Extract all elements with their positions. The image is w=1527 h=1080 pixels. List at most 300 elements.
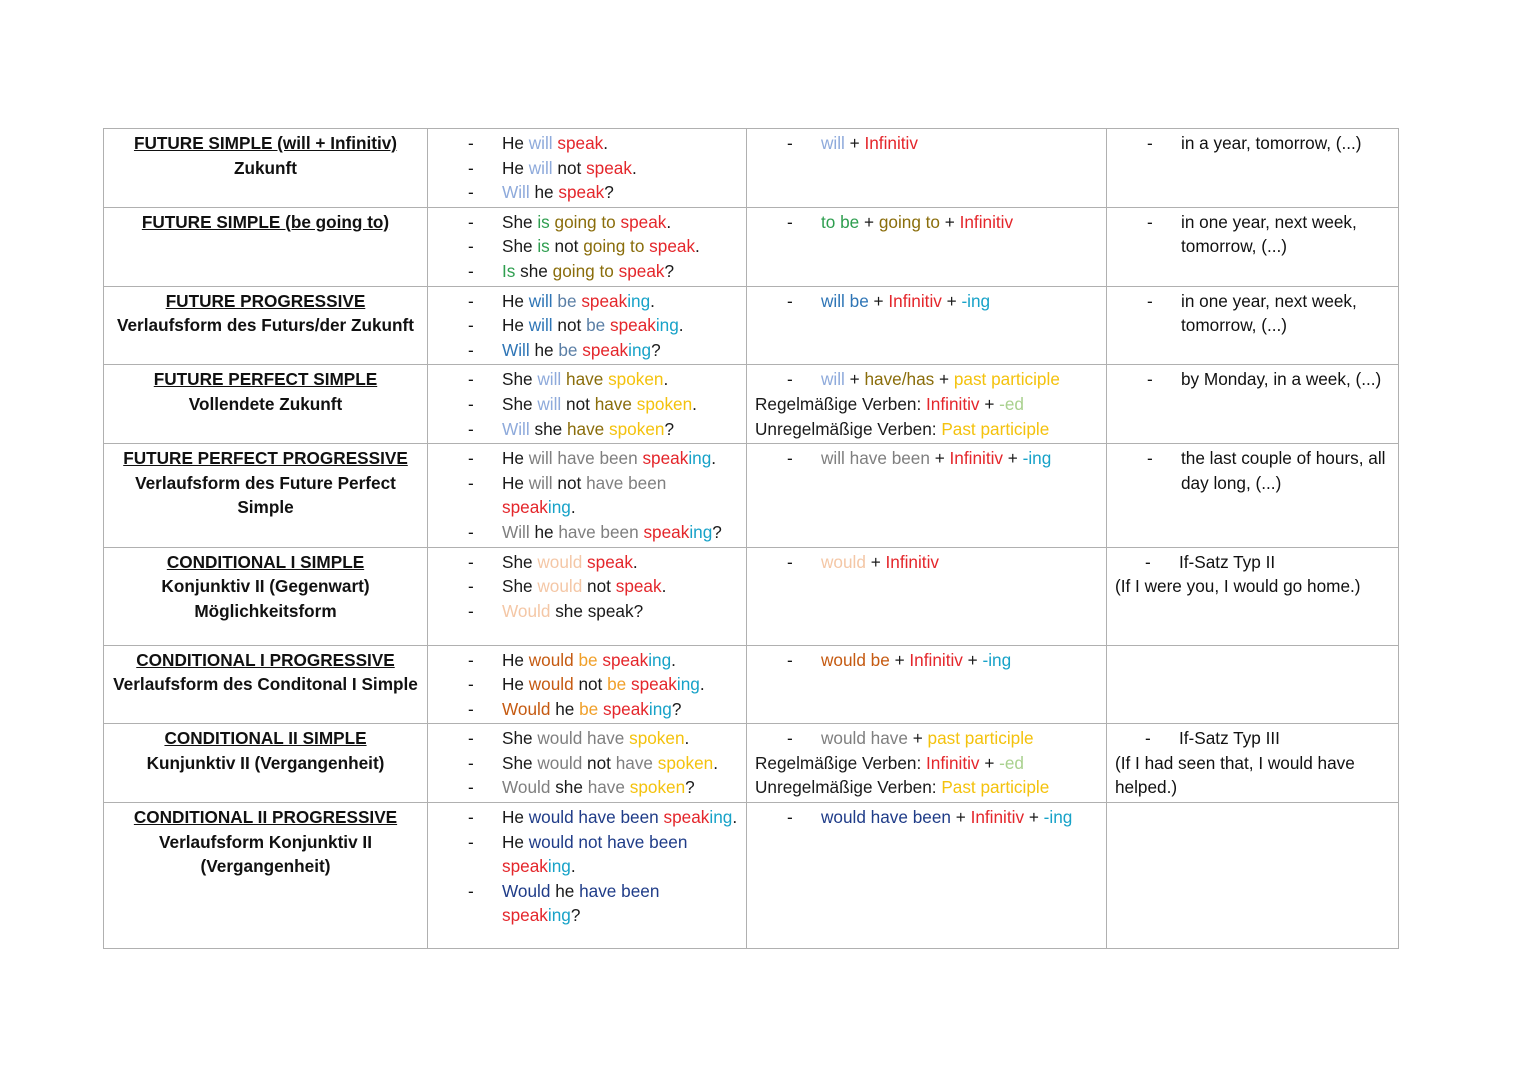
dash-bullet: - <box>787 649 793 670</box>
text-segment: He <box>502 315 529 336</box>
dash-bullet: - <box>468 448 474 469</box>
text-segment: spoken <box>609 418 665 439</box>
formation-cell <box>747 129 1107 208</box>
text-segment: + <box>967 649 983 670</box>
text-segment: be <box>579 698 603 719</box>
text-segment: ? <box>664 260 675 281</box>
tense-translation: Vollendete Zukunft <box>188 393 343 414</box>
text-segment: have/has <box>864 369 940 390</box>
formation-rule <box>755 131 1098 156</box>
text-segment: + <box>946 290 962 311</box>
text-segment: spoken <box>657 752 714 773</box>
text-segment: + <box>870 551 886 572</box>
text-segment: Past participle <box>941 777 1050 798</box>
text-segment: will <box>528 315 558 336</box>
formation-text <box>821 210 1098 235</box>
example-sentence <box>436 289 738 314</box>
formation-text <box>821 648 1098 673</box>
text-segment: + <box>873 290 889 311</box>
text-segment: going to <box>878 211 945 232</box>
example-list <box>436 367 738 441</box>
text-segment: speak <box>620 211 667 232</box>
text-segment: . <box>650 290 655 311</box>
signal-words-cell <box>1107 444 1399 547</box>
text-segment: ing <box>628 339 652 360</box>
tense-row <box>104 724 1399 803</box>
example-text <box>502 805 738 830</box>
example-sentence <box>436 574 738 599</box>
text-segment: speak <box>586 157 632 178</box>
text-segment: -ing <box>1043 807 1073 828</box>
formation-cell <box>747 724 1107 803</box>
text-segment: would <box>537 551 588 572</box>
example-sentence <box>436 520 738 545</box>
example-text <box>502 879 738 928</box>
text-segment: will <box>821 133 850 153</box>
example-list <box>436 210 738 284</box>
text-segment: ? <box>604 182 614 203</box>
text-segment: ing <box>547 905 571 926</box>
dash-bullet: - <box>468 674 474 695</box>
text-segment: Would <box>502 880 556 901</box>
text-segment: She <box>502 393 538 414</box>
if-clause-type <box>1115 550 1390 575</box>
example-sentence <box>436 672 738 697</box>
tense-row <box>104 803 1399 949</box>
text-segment: . <box>671 649 676 670</box>
dash-bullet: - <box>1147 369 1153 390</box>
text-segment: have been <box>579 880 660 901</box>
text-segment: would have been <box>821 807 956 828</box>
tense-row <box>104 365 1399 444</box>
tense-row <box>104 444 1399 547</box>
text-segment: speak <box>631 674 677 695</box>
formation-list <box>755 446 1098 471</box>
text-segment: spoken <box>608 369 664 390</box>
text-segment: would <box>821 551 871 572</box>
tense-title: FUTURE SIMPLE (will + Infinitiv) <box>133 133 398 153</box>
example-sentence <box>436 599 738 624</box>
example-text <box>502 392 738 417</box>
text-segment: speak <box>587 600 634 621</box>
text-segment: have been <box>558 521 644 542</box>
tense-translation: Verlaufsform des Conditonal I Simple <box>113 674 418 695</box>
examples-cell <box>428 365 747 444</box>
text-segment: speak <box>609 315 656 336</box>
text-segment: ing <box>648 649 672 670</box>
dash-bullet: - <box>1147 290 1153 311</box>
tense-row <box>104 645 1399 724</box>
text-segment: be <box>578 649 603 670</box>
example-text <box>502 726 738 751</box>
example-text <box>502 289 738 314</box>
text-segment: speak <box>587 551 633 572</box>
examples-cell <box>428 129 747 208</box>
text-segment: ing <box>547 856 571 877</box>
example-text <box>502 697 738 722</box>
text-segment: ? <box>651 339 661 360</box>
verb-note <box>755 751 1098 776</box>
text-segment: be <box>586 315 610 336</box>
example-sentence <box>436 830 738 879</box>
text-segment: . <box>661 576 667 597</box>
example-sentence <box>436 751 738 776</box>
tense-title: CONDITIONAL I SIMPLE <box>166 551 365 572</box>
tense-translation: Konjunktiv II (Gegenwart) <box>161 576 370 597</box>
formation-cell <box>747 444 1107 547</box>
example-sentence <box>436 697 738 722</box>
tense-row <box>104 207 1399 286</box>
example-sentence <box>436 879 738 928</box>
text-segment: will <box>537 393 567 414</box>
example-text <box>502 417 738 442</box>
text-segment: ? <box>712 521 722 542</box>
example-sentence <box>436 392 738 417</box>
example-sentence <box>436 367 738 392</box>
example-sentence <box>436 446 738 471</box>
dash-bullet: - <box>468 290 474 311</box>
text-segment: he <box>534 182 559 203</box>
text-segment: -ing <box>961 290 991 311</box>
example-text <box>502 520 738 545</box>
text-segment: speak <box>615 576 662 597</box>
text-segment: He <box>502 807 529 828</box>
tense-row <box>104 547 1399 645</box>
text-segment: + <box>984 393 1000 414</box>
text-segment: speak <box>643 521 690 542</box>
text-segment: + <box>955 807 971 828</box>
example-text <box>502 156 738 181</box>
text-segment: would <box>528 649 579 670</box>
text-segment: + <box>912 728 928 749</box>
dash-bullet: - <box>468 260 474 281</box>
text-segment: speak <box>649 236 696 257</box>
example-sentence <box>436 210 738 235</box>
example-text <box>502 338 738 363</box>
text-segment: would <box>528 674 579 695</box>
text-segment: She <box>502 211 538 232</box>
text-segment: . <box>695 236 700 257</box>
text-segment: . <box>570 497 576 518</box>
text-segment: will <box>528 133 558 153</box>
examples-cell <box>428 286 747 365</box>
signal-text: the last couple of hours, all day long, (...) <box>1181 448 1386 493</box>
text-segment: + <box>984 752 1000 773</box>
text-segment: Past participle <box>941 418 1050 439</box>
example-text <box>502 210 738 235</box>
example-text <box>502 313 738 338</box>
formation-rule <box>755 210 1098 235</box>
text-segment: will be <box>821 290 874 311</box>
example-sentence <box>436 131 738 156</box>
dash-bullet: - <box>787 807 793 828</box>
formation-text <box>821 805 1098 830</box>
tense-name-cell <box>104 724 428 803</box>
text-segment: she <box>555 600 588 621</box>
text-segment: ing <box>709 807 733 828</box>
text-segment: He <box>502 831 529 852</box>
text-segment: would be <box>821 649 895 670</box>
text-segment: not <box>557 157 587 178</box>
tense-translation: Zukunft <box>233 157 297 178</box>
example-text <box>502 367 738 392</box>
dash-bullet: - <box>468 315 474 336</box>
example-sentence <box>436 775 738 800</box>
signal-text: by Monday, in a week, (...) <box>1181 369 1382 390</box>
text-segment: will <box>821 369 850 390</box>
text-segment: Regelmäßige Verben: <box>755 752 927 773</box>
example-sentence <box>436 726 738 751</box>
text-segment: . <box>713 752 718 773</box>
example-list <box>436 648 738 722</box>
example-text <box>502 830 738 879</box>
text-segment: Unregelmäßige Verben: <box>755 777 942 798</box>
dash-bullet: - <box>468 649 474 670</box>
text-segment: speak <box>602 649 649 670</box>
formation-text <box>821 367 1098 392</box>
text-segment: ? <box>633 600 644 621</box>
example-sentence <box>436 805 738 830</box>
text-segment: -ing <box>1022 448 1052 469</box>
tense-name-cell <box>104 547 428 645</box>
text-segment: Unregelmäßige Verben: <box>755 418 942 439</box>
text-segment: speak <box>581 290 628 311</box>
dash-bullet: - <box>468 418 474 439</box>
text-segment: speak <box>642 448 689 469</box>
text-segment: Is <box>502 260 521 281</box>
text-segment: . <box>711 448 717 469</box>
text-segment: not <box>587 576 616 597</box>
tense-title: CONDITIONAL II PROGRESSIVE <box>133 807 398 828</box>
formation-rule <box>755 289 1098 314</box>
tense-name-cell <box>104 207 428 286</box>
signal-text: in one year, next week, tomorrow, (...) <box>1181 290 1357 336</box>
examples-cell <box>428 724 747 803</box>
dash-bullet: - <box>468 752 474 773</box>
example-text <box>502 259 738 284</box>
text-segment: Regelmäßige Verben: <box>755 393 927 414</box>
text-segment: . <box>684 728 690 749</box>
text-segment: speak <box>603 698 649 719</box>
example-sentence <box>436 180 738 205</box>
example-text <box>502 180 738 205</box>
text-segment: She <box>502 576 538 597</box>
text-segment: will have been <box>821 448 935 469</box>
text-segment: He <box>502 290 529 311</box>
text-segment: ? <box>671 698 682 719</box>
text-segment: going to <box>554 211 621 232</box>
text-segment: He <box>502 649 529 670</box>
tense-table <box>103 128 1399 949</box>
dash-bullet: - <box>1147 211 1153 232</box>
text-segment: He <box>502 133 529 153</box>
text-segment: have <box>566 369 609 390</box>
text-segment: be <box>607 674 632 695</box>
text-segment: speak <box>557 133 604 153</box>
text-segment: Infinitiv <box>864 133 918 153</box>
formation-list <box>755 648 1098 673</box>
formation-rule <box>755 648 1098 673</box>
formation-rule <box>755 805 1098 830</box>
signal-text: (If I were you, I would go home.) <box>1115 576 1361 597</box>
text-segment: speak <box>502 905 548 926</box>
text-segment: past participle <box>927 728 1034 749</box>
tense-translation: Möglichkeitsform <box>194 600 337 621</box>
dash-bullet: - <box>468 807 474 828</box>
dash-bullet: - <box>468 698 474 719</box>
dash-bullet: - <box>468 600 474 621</box>
tense-name-cell <box>104 286 428 365</box>
dash-bullet: - <box>1147 448 1153 469</box>
text-segment: -ed <box>999 752 1024 773</box>
text-segment: She <box>502 728 538 749</box>
formation-text <box>821 289 1098 314</box>
formation-cell <box>747 547 1107 645</box>
tense-name-cell <box>104 803 428 949</box>
text-segment: Would <box>502 777 556 798</box>
formation-list <box>755 550 1098 575</box>
signal-words-cell <box>1107 645 1399 724</box>
text-segment: ing <box>676 674 700 695</box>
text-segment: . <box>570 856 576 877</box>
example-sentence <box>436 550 738 575</box>
text-segment: be <box>558 339 583 360</box>
text-segment: + <box>849 133 865 153</box>
text-segment: speak <box>502 856 548 877</box>
text-segment: have <box>587 777 630 798</box>
example-sentence <box>436 338 738 363</box>
text-segment: have <box>566 418 610 439</box>
formation-list <box>755 367 1098 392</box>
text-segment: speak <box>618 260 665 281</box>
example-sentence <box>436 471 738 520</box>
text-segment: -ing <box>982 649 1012 670</box>
text-segment: spoken <box>629 728 685 749</box>
dash-bullet: - <box>468 182 474 203</box>
signal-text: in one year, next week, tomorrow, (...) <box>1181 211 1357 257</box>
dash-bullet: - <box>468 880 474 901</box>
text-segment: Infinitiv <box>926 393 985 414</box>
signal-words <box>1115 131 1390 156</box>
tense-title: FUTURE PERFECT PROGRESSIVE <box>123 448 408 469</box>
tense-name-cell <box>104 444 428 547</box>
formation-list <box>755 131 1098 156</box>
text-segment: will <box>528 472 558 493</box>
text-segment: + <box>944 211 960 232</box>
text-segment: + <box>849 369 865 390</box>
text-segment: not <box>557 315 587 336</box>
dash-bullet: - <box>787 290 793 311</box>
example-text <box>502 234 738 259</box>
formation-list <box>755 805 1098 830</box>
example-sentence <box>436 313 738 338</box>
dash-bullet: - <box>468 777 474 798</box>
text-segment: ? <box>685 777 695 798</box>
text-segment: + <box>1007 448 1023 469</box>
text-segment: not <box>587 752 616 773</box>
text-segment: . <box>666 211 672 232</box>
text-segment: Infinitiv <box>888 290 947 311</box>
text-segment: not <box>557 472 587 493</box>
formation-rule <box>755 550 1098 575</box>
text-segment: Infinitiv <box>885 551 939 572</box>
examples-cell <box>428 803 747 949</box>
text-segment: speak <box>663 807 710 828</box>
tense-translation: Verlaufsform des Futurs/der Zukunft <box>116 315 414 336</box>
signal-words-cell <box>1107 207 1399 286</box>
dash-bullet: - <box>468 831 474 852</box>
text-segment: she <box>520 260 553 281</box>
formation-rule <box>755 446 1098 471</box>
text-segment: past participle <box>953 369 1060 390</box>
dash-bullet: - <box>787 728 793 749</box>
text-segment: speak <box>558 182 605 203</box>
example-list <box>436 805 738 928</box>
tense-name-cell <box>104 129 428 208</box>
dash-bullet: - <box>468 728 474 749</box>
tense-translation: Verlaufsform Konjunktiv II (Vergangenheit) <box>159 831 372 877</box>
if-clause-example <box>1115 574 1390 599</box>
text-segment: Would <box>502 600 556 621</box>
verb-note <box>755 775 1098 800</box>
text-segment: ing <box>688 448 712 469</box>
formation-list <box>755 210 1098 235</box>
example-list <box>436 726 738 800</box>
text-segment: he <box>555 698 580 719</box>
text-segment: he <box>555 880 580 901</box>
text-segment: Will <box>502 521 535 542</box>
signal-words-cell <box>1107 365 1399 444</box>
text-segment: would <box>537 576 588 597</box>
signal-words-cell <box>1107 547 1399 645</box>
formation-cell <box>747 365 1107 444</box>
tense-title: FUTURE SIMPLE (be going to) <box>141 211 390 232</box>
example-sentence <box>436 417 738 442</box>
text-segment: going to <box>552 260 619 281</box>
formation-rule <box>755 726 1098 751</box>
text-segment: spoken <box>636 393 693 414</box>
dash-bullet: - <box>468 236 474 257</box>
text-segment: will <box>537 369 567 390</box>
text-segment: have <box>594 393 637 414</box>
example-text <box>502 775 738 800</box>
formation-list <box>755 726 1098 751</box>
if-clause-example <box>1115 751 1390 800</box>
formation-cell <box>747 286 1107 365</box>
text-segment: ing <box>689 521 713 542</box>
dash-bullet: - <box>787 448 793 469</box>
example-text <box>502 751 738 776</box>
text-segment: would <box>537 752 588 773</box>
text-segment: would not have been <box>528 831 688 852</box>
text-segment: + <box>1028 807 1044 828</box>
text-segment: Will <box>502 418 535 439</box>
signal-words-cell <box>1107 129 1399 208</box>
verb-note <box>755 392 1098 417</box>
signal-list <box>1115 131 1390 156</box>
signal-text: If-Satz Typ II <box>1179 551 1276 572</box>
signal-words <box>1115 210 1390 259</box>
signal-list <box>1115 367 1390 392</box>
signal-words-cell <box>1107 286 1399 365</box>
tense-table-body <box>104 129 1399 949</box>
text-segment: She <box>502 752 538 773</box>
example-list <box>436 446 738 544</box>
text-segment: ? <box>664 418 675 439</box>
tense-row <box>104 286 1399 365</box>
text-segment: is <box>537 236 555 257</box>
tense-name-cell <box>104 645 428 724</box>
